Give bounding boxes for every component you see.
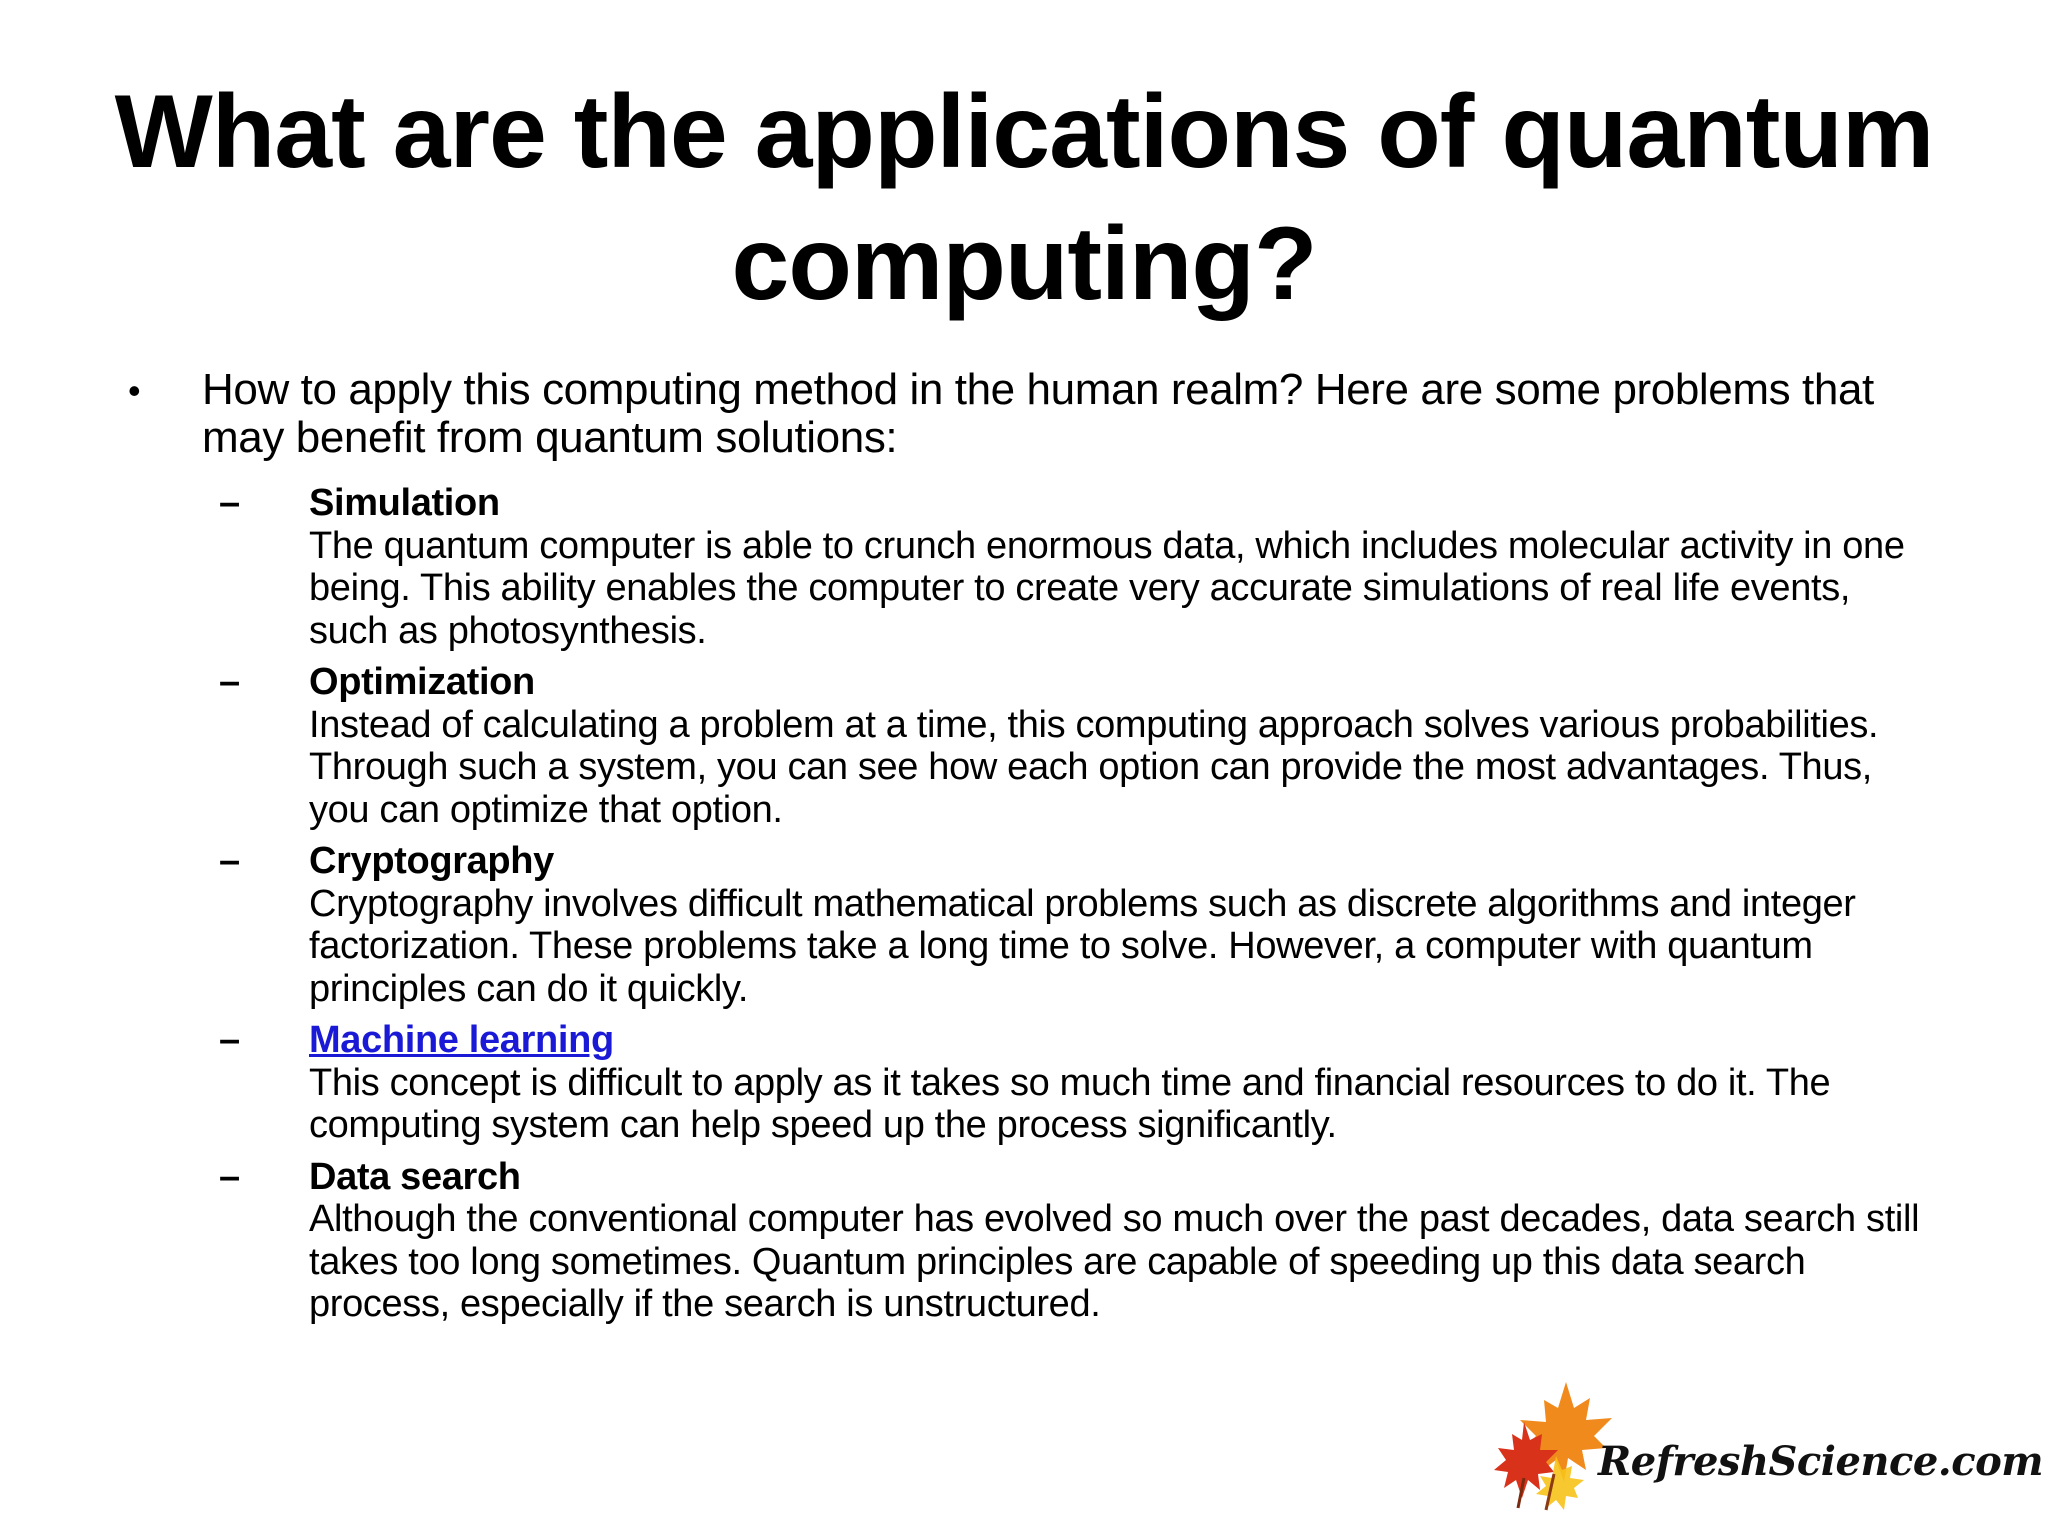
dash-icon: – — [219, 1019, 241, 1061]
slide-title: What are the applications of quantum computing? — [114, 74, 1934, 322]
dash-icon: – — [219, 840, 241, 882]
dash-icon: – — [219, 1155, 241, 1198]
item-description-machine-learning: This concept is difficult to apply as it takes so much time and financial resources to do it. The computing system can help speed up the process significantly. — [309, 1061, 1831, 1146]
bullet-dot-icon: • — [128, 370, 141, 411]
item-description-optimization: Instead of calculating a problem at a time, this computing approach solves various probabilities. Through such a system, you can see how each option can provide the most advantages. Thus, you can optimize that option. — [309, 703, 1879, 831]
refreshscience-logo — [1494, 1378, 2044, 1518]
list-item-simulation — [219, 482, 1926, 652]
list-item-data-search — [219, 1156, 1926, 1326]
dash-icon: – — [219, 661, 241, 703]
item-description-cryptography: Cryptography involves difficult mathematical problems such as discrete algorithms and integer factorization. These problems take a long time to solve. However, a computer with quantum principles can do it quickly. — [309, 882, 1856, 1010]
item-heading-cryptography: Cryptography — [309, 840, 554, 882]
item-heading-data-search: Data search — [309, 1155, 521, 1198]
application-list — [126, 482, 1926, 1326]
list-item-optimization — [219, 661, 1926, 831]
slide-body — [126, 366, 1926, 1335]
item-heading-optimization: Optimization — [309, 661, 535, 703]
list-item-machine-learning — [219, 1019, 1926, 1147]
machine-learning-link[interactable]: Machine learning — [309, 1019, 614, 1061]
list-item-cryptography — [219, 840, 1926, 1010]
logo-text: RefreshScience.com — [1598, 1438, 2044, 1485]
item-description-data-search: Although the conventional computer has evolved so much over the past decades, data search still takes too long sometimes. Quantum principles are capable of speeding up this data search process, especially if the search is unstructured. — [309, 1198, 1920, 1325]
item-description-simulation: The quantum computer is able to crunch enormous data, which includes molecular activity in one being. This ability enables the computer to create very accurate simulations of real life events, such as photosynthesis. — [309, 524, 1905, 652]
main-bullet-text: How to apply this computing method in the human realm? Here are some problems that may benefit from quantum solutions: — [202, 365, 1874, 462]
dash-icon: – — [219, 482, 241, 524]
main-bullet — [126, 366, 1926, 462]
item-heading-simulation: Simulation — [309, 482, 500, 524]
